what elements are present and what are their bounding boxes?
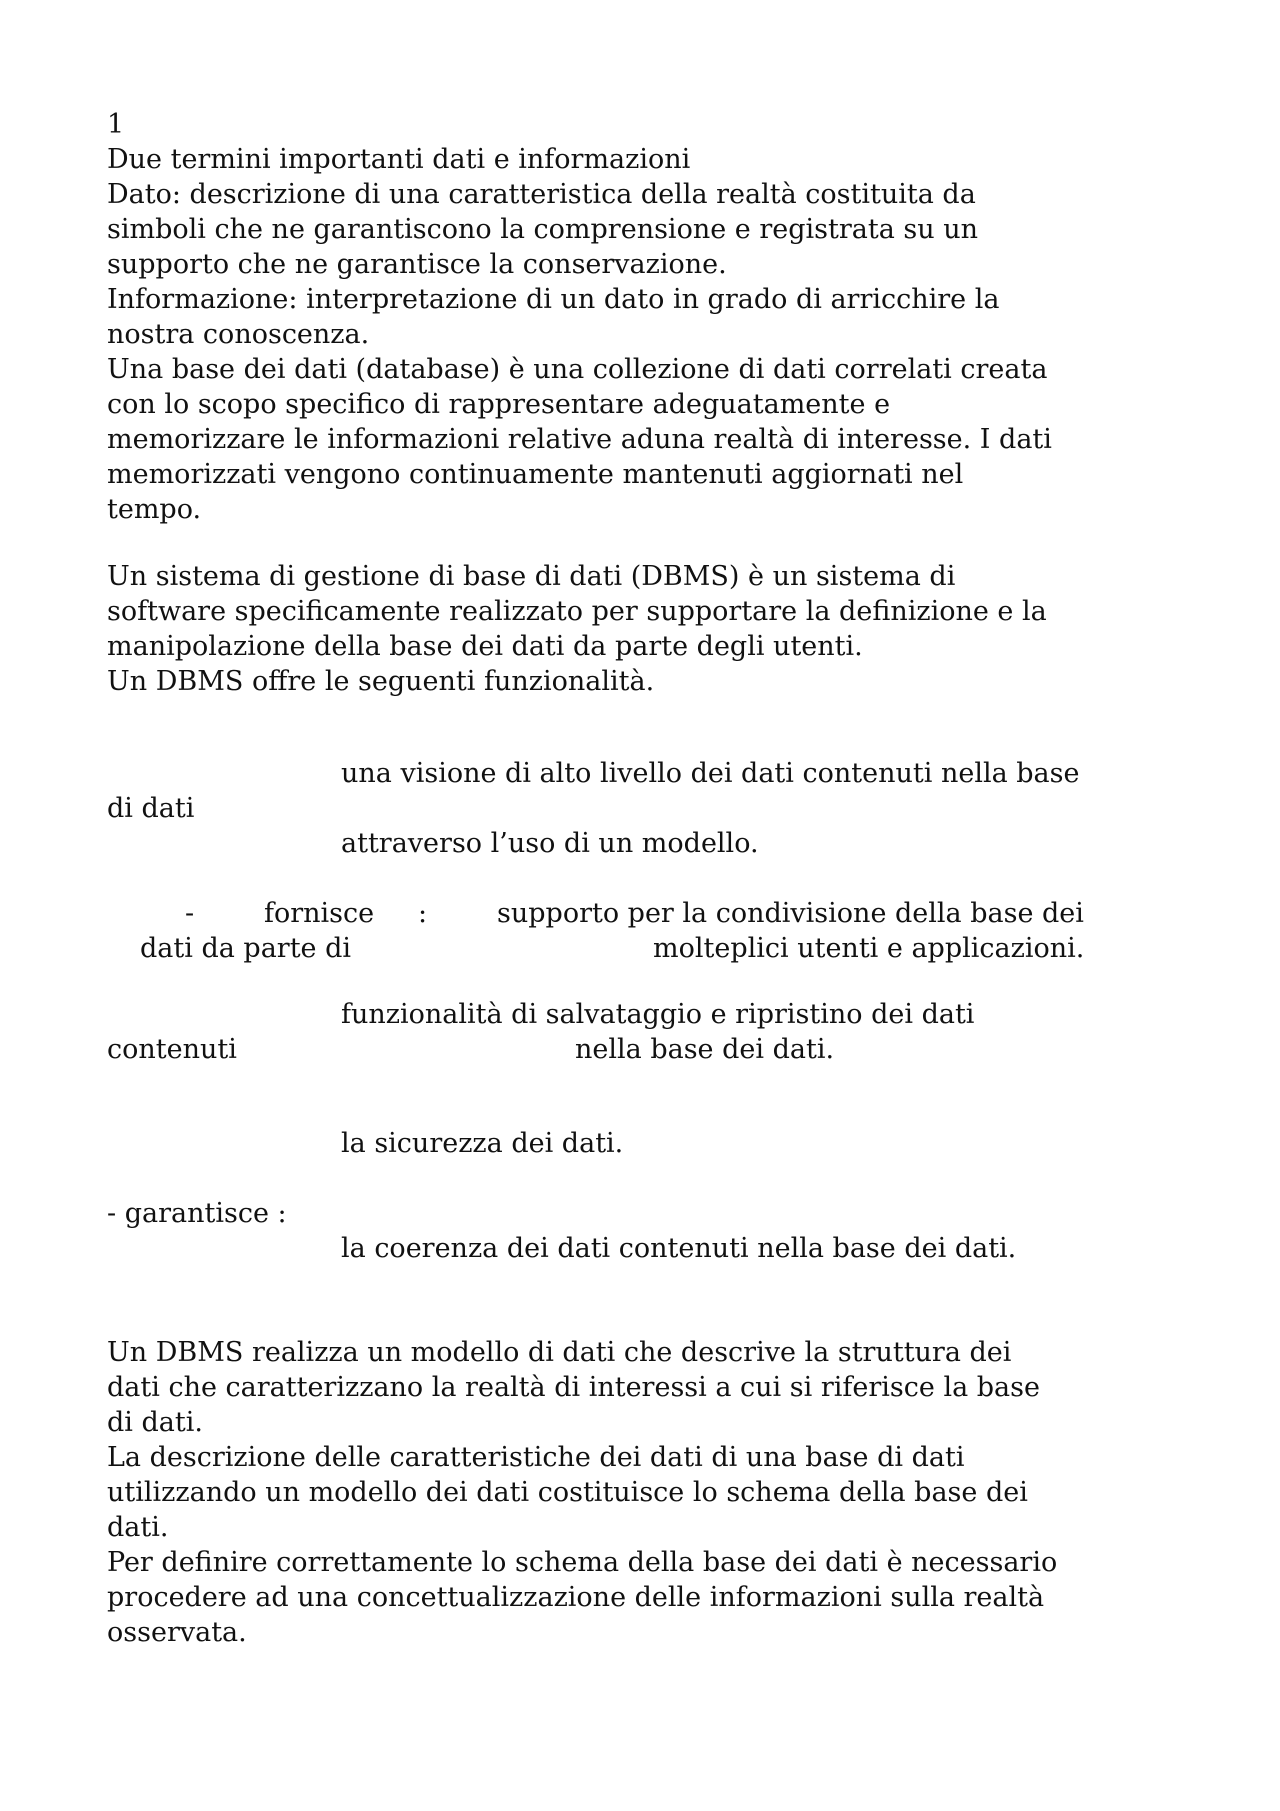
paragraph-line: Una base dei dati (database) è una collezione di dati correlati creata xyxy=(107,354,1048,385)
paragraph-line: con lo scopo specifico di rappresentare adeguatamente e xyxy=(107,389,891,420)
paragraph-line: manipolazione della base dei dati da parte degli utenti. xyxy=(107,631,863,662)
paragraph-line: Informazione: interpretazione di un dato in grado di arricchire la xyxy=(107,284,1000,315)
page-number: 1 xyxy=(107,109,125,140)
paragraph-line: Per definire correttamente lo schema della base dei dati è necessario xyxy=(107,1547,1058,1578)
function-text: di dati xyxy=(107,793,195,824)
paragraph-line: di dati. xyxy=(107,1407,203,1438)
paragraph-line: Un DBMS offre le seguenti funzionalità. xyxy=(107,666,655,697)
paragraph-line: tempo. xyxy=(107,494,202,525)
document-title: Due termini importanti dati e informazioni xyxy=(107,144,691,175)
paragraph-line: dati che caratterizzano la realtà di interessi a cui si riferisce la base xyxy=(107,1372,1040,1403)
paragraph-line: Un sistema di gestione di base di dati (DBMS) è un sistema di xyxy=(107,561,956,592)
function-text: la sicurezza dei dati. xyxy=(341,1128,624,1159)
function-text: funzionalità di salvataggio e ripristino dei dati xyxy=(341,999,975,1030)
paragraph-line: supporto che ne garantisce la conservazione. xyxy=(107,249,727,280)
function-colon: : xyxy=(418,898,428,929)
paragraph-line: nostra conoscenza. xyxy=(107,319,370,350)
paragraph-line: Un DBMS realizza un modello di dati che descrive la struttura dei xyxy=(107,1337,1012,1368)
paragraph-line: La descrizione delle caratteristiche dei dati di una base di dati xyxy=(107,1442,965,1473)
paragraph-line: software specificamente realizzato per supportare la definizione e la xyxy=(107,596,1047,627)
function-dash: - xyxy=(185,898,195,929)
paragraph-line: Dato: descrizione di una caratteristica della realtà costituita da xyxy=(107,179,976,210)
paragraph-line: memorizzati vengono continuamente mantenuti aggiornati nel xyxy=(107,459,964,490)
function-text: una visione di alto livello dei dati contenuti nella base xyxy=(341,758,1080,789)
paragraph-line: memorizzare le informazioni relative aduna realtà di interesse. I dati xyxy=(107,424,1052,455)
function-label: - garantisce : xyxy=(107,1198,287,1229)
paragraph-line: procedere ad una concettualizzazione delle informazioni sulla realtà xyxy=(107,1582,1045,1613)
paragraph-line: osservata. xyxy=(107,1617,247,1648)
paragraph-line: utilizzando un modello dei dati costituisce lo schema della base dei xyxy=(107,1477,1028,1508)
function-text: contenuti xyxy=(107,1034,237,1065)
function-text: molteplici utenti e applicazioni. xyxy=(653,933,1085,964)
function-text: nella base dei dati. xyxy=(575,1034,835,1065)
paragraph-line: dati. xyxy=(107,1512,169,1543)
function-text: dati da parte di xyxy=(140,933,352,964)
paragraph-line: simboli che ne garantiscono la comprensione e registrata su un xyxy=(107,214,978,245)
function-label: fornisce xyxy=(264,898,375,929)
function-text: la coerenza dei dati contenuti nella base dei dati. xyxy=(341,1233,1017,1264)
function-text: attraverso l’uso di un modello. xyxy=(341,828,759,859)
function-text: supporto per la condivisione della base dei xyxy=(497,898,1084,929)
